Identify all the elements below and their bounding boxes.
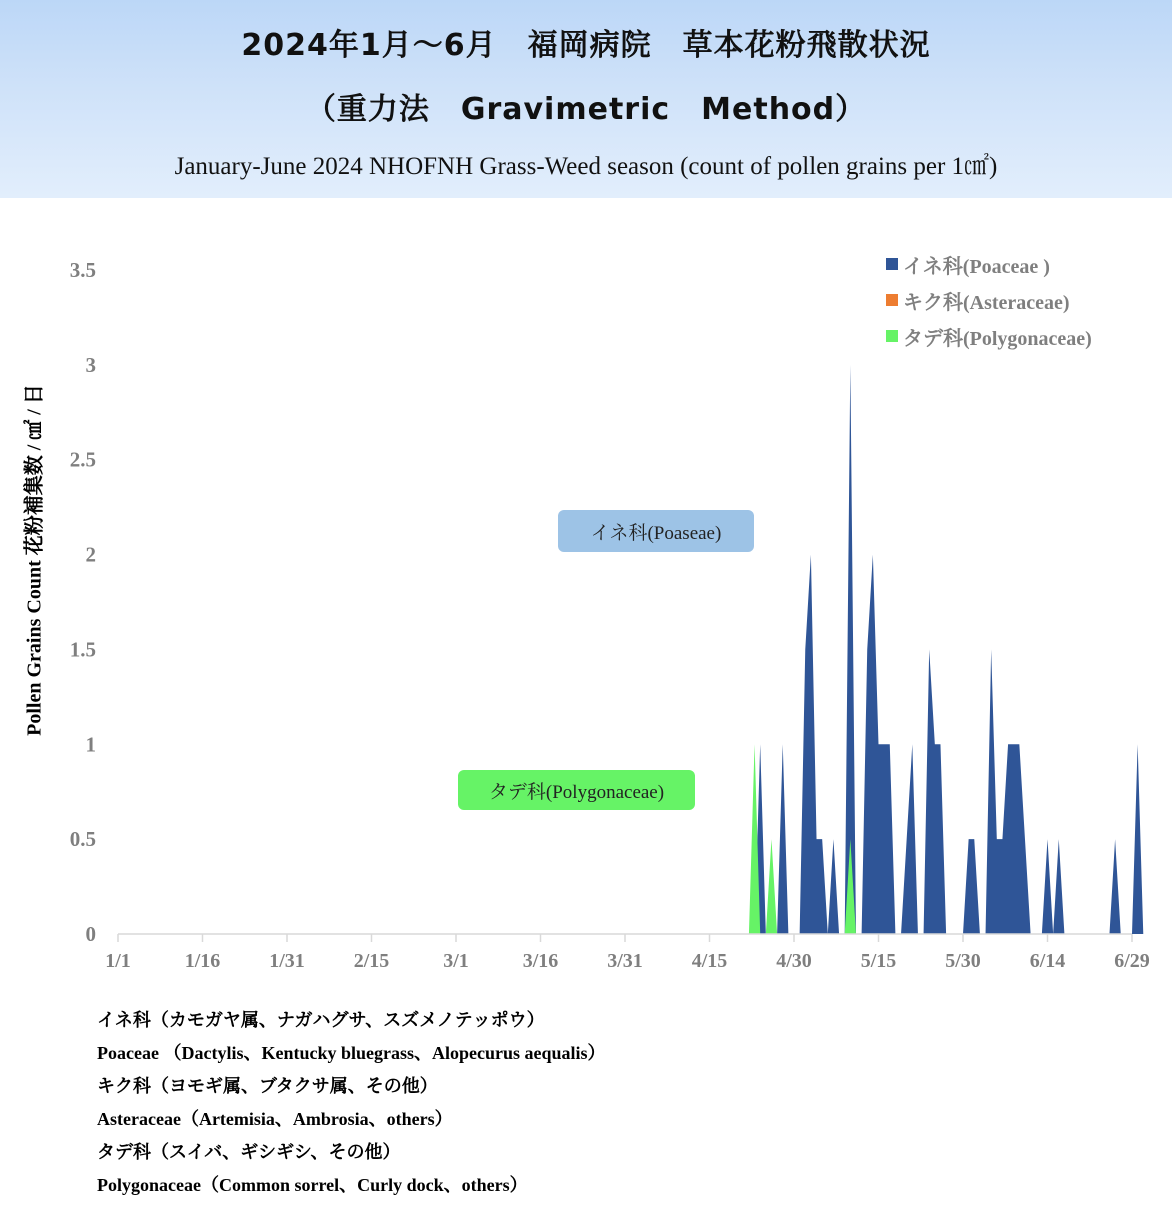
- y-tick-label: 0.5: [69, 827, 96, 852]
- x-tick-label: 5/15: [860, 950, 897, 972]
- legend-swatch-asteraceae: [886, 294, 898, 306]
- chart-title: 2024年1月～6月 福岡病院 草本花粉飛散状況: [241, 28, 931, 63]
- header-banner: [0, 0, 1172, 198]
- callout-polygonaceae: タデ科(Polygonaceae): [458, 770, 695, 810]
- y-tick-label: 0: [85, 922, 96, 946]
- x-tick-label: 6/29: [1114, 950, 1150, 972]
- legend-swatch-poaceae: [886, 258, 898, 270]
- legend-item-poaceae: [886, 246, 1092, 282]
- x-tick-label: 5/30: [945, 950, 981, 972]
- y-tick-label: 1: [85, 732, 96, 757]
- x-tick-label: 2/15: [353, 950, 390, 972]
- legend-label-polygonaceae: タデ科(Polygonaceae): [903, 327, 1092, 350]
- callout-poaceae: イネ科(Poaseae): [558, 510, 754, 552]
- y-tick-label: 3: [85, 352, 96, 377]
- note-polygonaceae-en: Polygonaceae（Common sorrel、Curly dock、others）: [97, 1175, 528, 1195]
- chart-subtitle: January-June 2024 NHOFNH Grass-Weed season (count of pollen grains per 1㎠): [174, 153, 998, 180]
- note-poaceae-ja: イネ科（カモガヤ属、ナガハグサ、スズメノテッポウ）: [97, 1010, 545, 1030]
- area-series-poaceae: [755, 365, 1144, 934]
- note-asteraceae-ja: キク科（ヨモギ属、ブタクサ属、その他）: [97, 1076, 438, 1096]
- y-tick-label: 1.5: [69, 637, 96, 662]
- series-layer: [749, 365, 1143, 934]
- x-tick-label: 4/15: [691, 950, 728, 972]
- legend: [886, 246, 1092, 354]
- species-notes: [97, 1004, 606, 1202]
- legend-label-asteraceae: キク科(Asteraceae): [903, 291, 1070, 314]
- note-asteraceae-en: Asteraceae（Artemisia、Ambrosia、others）: [97, 1109, 453, 1129]
- chart-title-method: （重力法 Gravimetric Method）: [305, 92, 867, 127]
- x-tick-label: 3/1: [443, 950, 469, 972]
- x-tick-label: 3/31: [607, 950, 643, 972]
- y-tick-label: 3.5: [69, 258, 96, 282]
- x-tick-label: 3/16: [522, 950, 559, 972]
- y-axis-label: Pollen Grains Count 花粉補集数 / ㎠ / 日: [23, 384, 46, 736]
- x-tick-label: 1/31: [269, 950, 305, 972]
- y-tick-label: 2: [85, 542, 96, 567]
- legend-item-polygonaceae: [886, 318, 1092, 354]
- x-tick-label: 1/1: [105, 950, 131, 972]
- legend-label-poaceae: イネ科(Poaceae ): [903, 255, 1050, 278]
- note-poaceae-en: Poaceae （Dactylis、Kentucky bluegrass、Alopecurus aequalis）: [97, 1043, 606, 1063]
- x-tick-label: 6/14: [1029, 950, 1066, 972]
- x-tick-label: 4/30: [776, 950, 812, 972]
- y-tick-label: 2.5: [69, 447, 96, 472]
- note-polygonaceae-ja: タデ科（スイバ、ギシギシ、その他）: [97, 1142, 401, 1162]
- x-tick-label: 1/16: [184, 950, 221, 972]
- legend-item-asteraceae: [886, 282, 1092, 318]
- legend-swatch-polygonaceae: [886, 330, 898, 342]
